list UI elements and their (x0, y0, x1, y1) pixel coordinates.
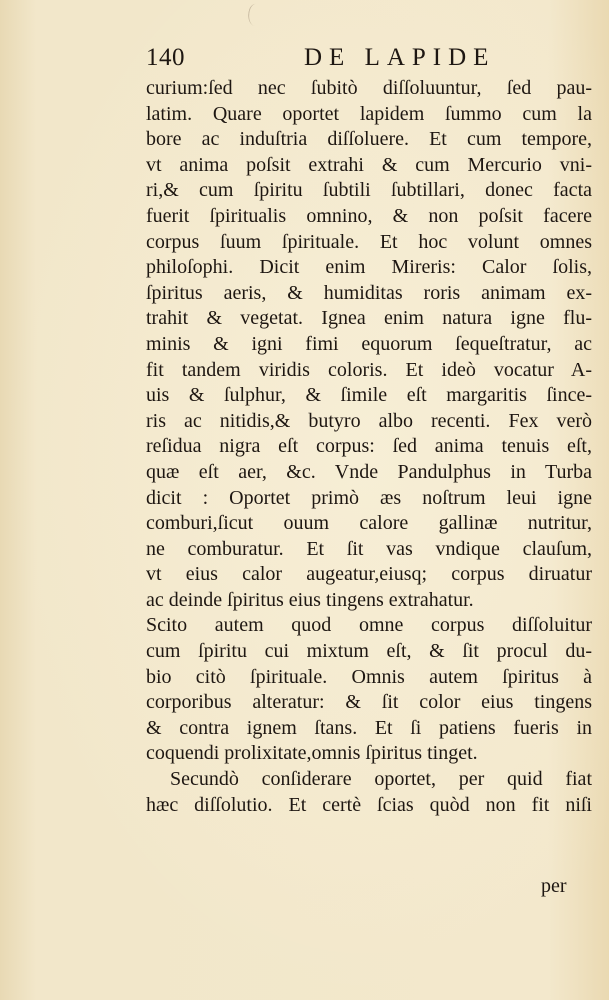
catchword: per (541, 875, 567, 897)
body-text (146, 76, 592, 818)
running-head: DE LAPIDE (304, 44, 496, 71)
text-line: trahit & vegetat. Ignea enim natura igne flu- (146, 307, 592, 330)
page-number: 140 (146, 44, 185, 71)
text-line: vt eius calor augeatur,eiusq; corpus diruatur (146, 563, 592, 586)
text-line: & contra ignem ſtans. Et ſi patiens fueris in (146, 716, 592, 739)
text-line: minis & igni fimi equorum ſequeſtratur, ac (146, 332, 592, 355)
text-line: latim. Quare oportet lapidem ſummo cum la (146, 102, 592, 125)
text-line: Secundò conſiderare oportet, per quid fiat (170, 768, 592, 791)
text-line: ac deinde ſpiritus eius tingens extrahatur. (146, 588, 474, 611)
text-line: bore ac induſtria diſſoluere. Et cum tempore, (146, 128, 592, 151)
text-line: uis & ſulphur, & ſimile eſt margaritis ſince- (146, 384, 592, 407)
text-line: coquendi prolixitate,omnis ſpiritus tinget. (146, 742, 478, 765)
text-line: fuerit ſpiritualis omnino, & non poſsit facere (146, 204, 592, 227)
text-line: Scito autem quod omne corpus diſſoluitur (146, 614, 592, 637)
text-line: fit tandem viridis coloris. Et ideò vocatur A- (146, 358, 592, 381)
pencil-mark (246, 3, 265, 28)
text-line: ne comburatur. Et ſit vas vndique clauſum, (146, 537, 592, 560)
text-line: comburi,ſicut ouum calore gallinæ nutritur, (146, 512, 592, 535)
text-line: corporibus alteratur: & ſit color eius tingens (146, 691, 592, 714)
text-line: philoſophi. Dicit enim Mireris: Calor ſolis, (146, 256, 592, 279)
text-line: ri,& cum ſpiritu ſubtili ſubtillari, donec facta (146, 179, 592, 202)
text-line: hæc diſſolutio. Et certè ſcias quòd non fit niſi (146, 793, 592, 816)
page-header (146, 44, 586, 76)
text-line: cum ſpiritu cui mixtum eſt, & ſit procul du- (146, 640, 592, 663)
text-line: vt anima poſsit extrahi & cum Mercurio vni- (146, 153, 592, 176)
text-line: reſidua nigra eſt corpus: ſed anima tenuis eſt, (146, 435, 592, 458)
text-line: quæ eſt aer, &c. Vnde Pandulphus in Turba (146, 460, 592, 483)
text-line: corpus ſuum ſpirituale. Et hoc volunt omnes (146, 230, 592, 253)
text-line: ris ac nitidis,& butyro albo recenti. Fex verò (146, 409, 592, 432)
text-line: ſpiritus aeris, & humiditas roris animam ex- (146, 281, 592, 304)
text-line: dicit : Oportet primò æs noſtrum leui igne (146, 486, 592, 509)
text-line: bio citò ſpirituale. Omnis autem ſpiritus à (146, 665, 592, 688)
text-line: curium:ſed nec ſubitò diſſoluuntur, ſed pau- (146, 77, 592, 99)
